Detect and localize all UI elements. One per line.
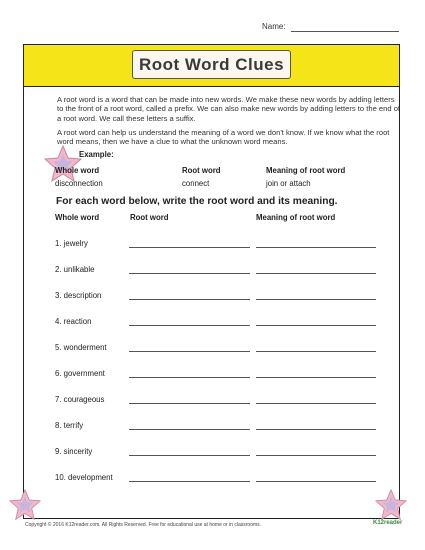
meaning-answer-line[interactable] <box>256 429 376 430</box>
root-word-answer-line[interactable] <box>129 481 250 482</box>
page-title: Root Word Clues <box>132 50 291 79</box>
word-row <box>24 291 399 305</box>
word-row <box>24 447 399 461</box>
word-row <box>24 395 399 409</box>
example-root-word: connect <box>182 179 210 188</box>
whole-word: 3. description <box>55 291 102 300</box>
root-word-answer-line[interactable] <box>129 455 250 456</box>
word-row <box>24 369 399 383</box>
example-whole-word: disconnection <box>55 179 103 188</box>
whole-word: 9. sincerity <box>55 447 93 456</box>
meaning-answer-line[interactable] <box>256 481 376 482</box>
word-row <box>24 317 399 331</box>
name-field[interactable] <box>291 31 399 32</box>
whole-word: 4. reaction <box>55 317 92 326</box>
example-header-root: Root word <box>182 166 221 175</box>
intro-paragraph-2: A root word can help us understand the meaning of a word we don't know. If we know what the root word means, then we have a clue to what the unknown word means. <box>57 128 390 147</box>
root-word-answer-line[interactable] <box>129 299 250 300</box>
worksheet-frame <box>23 44 400 519</box>
word-row <box>24 265 399 279</box>
star-decoration-icon <box>374 489 408 521</box>
root-word-answer-line[interactable] <box>129 247 250 248</box>
meaning-answer-line[interactable] <box>256 299 376 300</box>
example-header-whole: Whole word <box>55 166 100 175</box>
whole-word: 1. jewelry <box>55 239 88 248</box>
root-word-answer-line[interactable] <box>129 273 250 274</box>
column-header-whole: Whole word <box>55 213 100 222</box>
meaning-answer-line[interactable] <box>256 377 376 378</box>
meaning-answer-line[interactable] <box>256 273 376 274</box>
whole-word: 10. development <box>55 473 113 482</box>
whole-word: 7. courageous <box>55 395 105 404</box>
title-banner <box>24 45 399 87</box>
root-word-answer-line[interactable] <box>129 377 250 378</box>
star-decoration-icon <box>8 489 42 521</box>
word-row <box>24 421 399 435</box>
k12reader-logo: K12reader <box>373 520 403 526</box>
name-label: Name: <box>262 22 286 31</box>
whole-word: 5. wonderment <box>55 343 107 352</box>
word-row <box>24 343 399 357</box>
word-row <box>24 473 399 487</box>
instructions: For each word below, write the root word and its meaning. <box>56 196 338 207</box>
example-header-meaning: Meaning of root word <box>266 166 346 175</box>
copyright-footer: Copyright © 2016 K12reader.com. All Rights Reserved. Free for educational use at home or in classrooms. <box>25 522 262 528</box>
intro-paragraph-1: A root word is a word that can be made into new words. We make these new words by adding letters to the front of a root word, called a prefix. We can also make new words by adding letters to the end of a root word. We call these letters a suffix. <box>57 95 401 123</box>
whole-word: 6. government <box>55 369 105 378</box>
example-label: Example: <box>79 150 114 159</box>
word-row <box>24 239 399 253</box>
root-word-answer-line[interactable] <box>129 403 250 404</box>
column-header-root: Root word <box>130 213 169 222</box>
whole-word: 2. unlikable <box>55 265 95 274</box>
column-header-meaning: Meaning of root word <box>256 213 336 222</box>
star-decoration-icon <box>43 145 83 183</box>
meaning-answer-line[interactable] <box>256 325 376 326</box>
meaning-answer-line[interactable] <box>256 351 376 352</box>
root-word-answer-line[interactable] <box>129 429 250 430</box>
root-word-answer-line[interactable] <box>129 325 250 326</box>
meaning-answer-line[interactable] <box>256 455 376 456</box>
meaning-answer-line[interactable] <box>256 403 376 404</box>
example-meaning: join or attach <box>266 179 311 188</box>
meaning-answer-line[interactable] <box>256 247 376 248</box>
root-word-answer-line[interactable] <box>129 351 250 352</box>
whole-word: 8. terrify <box>55 421 84 430</box>
